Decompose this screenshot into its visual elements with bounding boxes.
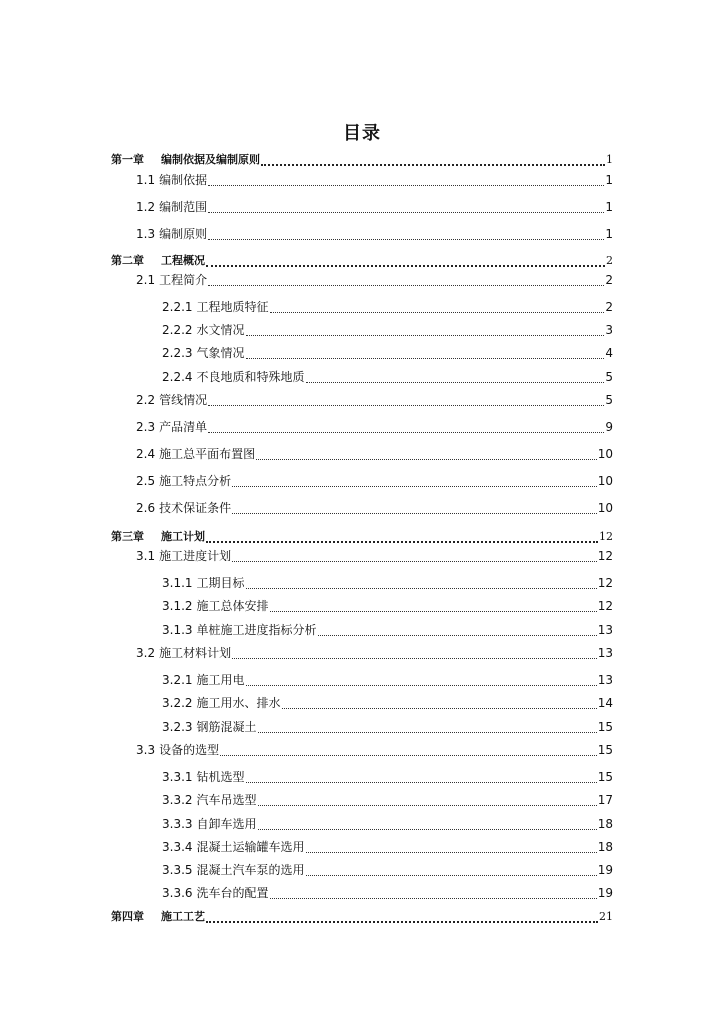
- toc-entry-number: 2.3: [136, 420, 156, 434]
- toc-entry[interactable]: [136, 197, 613, 215]
- toc-entry-number: 3.3.5: [162, 863, 193, 877]
- toc-entry-number: 3.1: [136, 549, 156, 563]
- toc-entry[interactable]: [162, 367, 613, 385]
- toc-entry-label: [136, 500, 231, 516]
- toc-entry-page-number: 15: [597, 770, 613, 784]
- toc-entry-page-number: 12: [597, 549, 613, 563]
- toc-entry-text: 施工总体安排: [196, 599, 269, 613]
- toc-entry-label: [136, 199, 207, 215]
- toc-entry-text: 管线情况: [159, 393, 208, 407]
- toc-entry-label: [111, 152, 260, 168]
- toc-entry-page-number: 1: [605, 173, 613, 187]
- toc-entry-text: 混凝土运输罐车选用: [196, 840, 305, 854]
- dot-leader: [206, 908, 598, 923]
- dot-leader: [206, 528, 598, 543]
- toc-entry-label: [136, 446, 255, 462]
- toc-entry-page-number: 1: [605, 200, 613, 214]
- toc-entry-page-number: 5: [605, 393, 613, 407]
- dot-leader: [246, 575, 597, 589]
- toc-entry[interactable]: [136, 740, 613, 758]
- toc-entry-number: 1.1: [136, 173, 156, 187]
- toc-entry-text: 水文情况: [196, 323, 245, 337]
- toc-entry[interactable]: [162, 670, 613, 688]
- dot-leader: [208, 226, 604, 240]
- toc-entry[interactable]: [136, 224, 613, 242]
- dot-leader: [306, 369, 605, 383]
- toc-entry-text: 编制原则: [159, 227, 208, 241]
- toc-entry-label: [162, 299, 269, 315]
- toc-entry-text: 混凝土汽车泵的选用: [196, 863, 305, 877]
- toc-entry[interactable]: [111, 251, 613, 269]
- dot-leader: [246, 672, 597, 686]
- toc-entry-text: 气象情况: [196, 346, 245, 360]
- toc-entry-page-number: 21: [599, 910, 613, 923]
- toc-entry[interactable]: [162, 693, 613, 711]
- toc-entry-label: [111, 909, 205, 925]
- toc-entry-number: 3.1.1: [162, 576, 193, 590]
- toc-entry-number: 2.2.4: [162, 370, 193, 384]
- toc-entry[interactable]: [136, 170, 613, 188]
- toc-entry-number: 3.3.2: [162, 793, 193, 807]
- toc-entry-page-number: 1: [606, 153, 613, 166]
- toc-entry-label: [162, 345, 245, 361]
- toc-entry[interactable]: [162, 790, 613, 808]
- toc-entry-number: 3.3.3: [162, 817, 193, 831]
- toc-entry-page-number: 15: [597, 720, 613, 734]
- toc-entry-number: 3.3.6: [162, 886, 193, 900]
- toc-entry-page-number: 19: [597, 863, 613, 877]
- toc-entry[interactable]: [162, 814, 613, 832]
- toc-entry-number: 2.2.1: [162, 300, 193, 314]
- toc-entry-text: 工程简介: [159, 273, 208, 287]
- toc-entry-text: 单桩施工进度指标分析: [196, 623, 317, 637]
- toc-entry-text: 编制依据: [159, 173, 208, 187]
- toc-entry-label: [162, 695, 281, 711]
- toc-entry-number: 3.1.2: [162, 599, 193, 613]
- dot-leader: [270, 598, 597, 612]
- toc-entry-number: 1.3: [136, 227, 156, 241]
- toc-entry-text: 钢筋混凝土: [196, 720, 257, 734]
- dot-leader: [256, 446, 597, 460]
- toc-entry-label: [162, 769, 245, 785]
- dot-leader: [306, 862, 597, 876]
- dot-leader: [208, 172, 604, 186]
- dot-leader: [282, 695, 597, 709]
- toc-entry[interactable]: [162, 573, 613, 591]
- toc-entry-text: 设备的选型: [159, 743, 220, 757]
- toc-entry-number: 第二章: [111, 254, 144, 267]
- toc-entry-page-number: 18: [597, 817, 613, 831]
- toc-entry-page-number: 13: [597, 646, 613, 660]
- toc-entry-label: [162, 862, 305, 878]
- toc-entry-label: [162, 719, 257, 735]
- dot-leader: [246, 769, 597, 783]
- toc-entry-page-number: 18: [597, 840, 613, 854]
- toc-entry-number: 2.6: [136, 501, 156, 515]
- toc-entry-label: [136, 226, 207, 242]
- toc-entry[interactable]: [162, 297, 613, 315]
- toc-entry-number: 3.1.3: [162, 623, 193, 637]
- toc-entry-number: 2.1: [136, 273, 156, 287]
- dot-leader: [208, 272, 604, 286]
- toc-entry[interactable]: [162, 717, 613, 735]
- toc-entry-text: 洗车台的配置: [196, 886, 269, 900]
- toc-entry-text: 产品清单: [159, 420, 208, 434]
- toc-entry-page-number: 17: [597, 793, 613, 807]
- dot-leader: [208, 199, 604, 213]
- toc-entry-number: 第三章: [111, 530, 144, 543]
- toc-entry-label: [136, 272, 207, 288]
- toc-entry-number: 2.5: [136, 474, 156, 488]
- toc-entry-label: [162, 839, 305, 855]
- toc-entry-page-number: 15: [597, 743, 613, 757]
- toc-entry-page-number: 2: [605, 273, 613, 287]
- dot-leader: [206, 252, 605, 267]
- toc-entry-text: 施工材料计划: [159, 646, 232, 660]
- toc-entry-page-number: 2: [606, 254, 613, 267]
- toc-entry[interactable]: [162, 320, 613, 338]
- toc-entry-label: [136, 392, 207, 408]
- toc-entry-number: 2.2.3: [162, 346, 193, 360]
- toc-entry-number: 3.2.3: [162, 720, 193, 734]
- toc-entry-page-number: 4: [605, 346, 613, 360]
- toc-entry-text: 施工工艺: [161, 910, 205, 923]
- toc-entry-page-number: 14: [597, 696, 613, 710]
- toc-entry-text: 工期目标: [196, 576, 245, 590]
- toc-entry[interactable]: [136, 471, 613, 489]
- toc-entry-page-number: 3: [605, 323, 613, 337]
- toc-entry-number: 3.2.2: [162, 696, 193, 710]
- toc-entry-label: [162, 885, 269, 901]
- toc-entry-label: [162, 598, 269, 614]
- toc-entry-number: 3.3: [136, 743, 156, 757]
- toc-entry-label: [162, 816, 257, 832]
- toc-entry[interactable]: [136, 546, 613, 564]
- toc-entry-page-number: 2: [605, 300, 613, 314]
- toc-entry-text: 不良地质和特殊地质: [196, 370, 305, 384]
- toc-entry[interactable]: [136, 417, 613, 435]
- toc-entry-text: 施工特点分析: [159, 474, 232, 488]
- toc-entry-label: [136, 742, 219, 758]
- dot-leader: [246, 322, 605, 336]
- toc-entry-page-number: 19: [597, 886, 613, 900]
- toc-entry-text: 自卸车选用: [196, 817, 257, 831]
- toc-entry-number: 3.2.1: [162, 673, 193, 687]
- toc-entry[interactable]: [136, 390, 613, 408]
- toc-entry[interactable]: [136, 498, 613, 516]
- toc-entry-text: 施工总平面布置图: [159, 447, 256, 461]
- toc-entry[interactable]: [162, 767, 613, 785]
- toc-entry[interactable]: [136, 444, 613, 462]
- toc-entry-text: 钻机选型: [196, 770, 245, 784]
- toc-entry-label: [111, 253, 205, 269]
- toc-entry-label: [136, 419, 207, 435]
- toc-entry-number: 1.2: [136, 200, 156, 214]
- toc-entry-label: [162, 369, 305, 385]
- toc-entry-number: 第四章: [111, 910, 144, 923]
- toc-entry[interactable]: [162, 837, 613, 855]
- dot-leader: [261, 151, 605, 166]
- toc-entry-number: 2.2: [136, 393, 156, 407]
- toc-entry-number: 第一章: [111, 153, 144, 166]
- toc-entry-number: 2.4: [136, 447, 156, 461]
- toc-entry-text: 施工用水、排水: [196, 696, 281, 710]
- toc-entry-label: [111, 529, 205, 545]
- toc-entry-text: 施工用电: [196, 673, 245, 687]
- dot-leader: [232, 548, 597, 562]
- toc-entry-label: [136, 172, 207, 188]
- toc-entry-page-number: 10: [597, 501, 613, 515]
- dot-leader: [270, 299, 605, 313]
- toc-entry-page-number: 13: [597, 673, 613, 687]
- dot-leader: [258, 816, 597, 830]
- toc-entry-text: 编制依据及编制原则: [161, 153, 260, 166]
- toc-entry-page-number: 5: [605, 370, 613, 384]
- toc-entry-number: 3.3.1: [162, 770, 193, 784]
- toc-entry-number: 2.2.2: [162, 323, 193, 337]
- dot-leader: [306, 839, 597, 853]
- toc-entry-text: 施工进度计划: [159, 549, 232, 563]
- toc-entry-number: 3.2: [136, 646, 156, 660]
- toc-entry[interactable]: [111, 150, 613, 168]
- toc-entry[interactable]: [162, 860, 613, 878]
- toc-title: 目录: [343, 123, 381, 144]
- toc-entry-label: [136, 548, 231, 564]
- toc-entry-page-number: 1: [605, 227, 613, 241]
- toc-entry-label: [136, 473, 231, 489]
- toc-entry[interactable]: [111, 907, 613, 925]
- toc-entry-page-number: 13: [597, 623, 613, 637]
- toc-entry-text: 工程地质特征: [196, 300, 269, 314]
- toc-entry-text: 施工计划: [161, 530, 205, 543]
- toc-entry-page-number: 9: [605, 420, 613, 434]
- toc-entry-label: [162, 672, 245, 688]
- toc-entry[interactable]: [136, 270, 613, 288]
- toc-entry[interactable]: [136, 643, 613, 661]
- toc-entry[interactable]: [162, 883, 613, 901]
- dot-leader: [270, 885, 597, 899]
- dot-leader: [232, 473, 597, 487]
- toc-entry-page-number: 12: [599, 530, 613, 543]
- toc-entry-page-number: 12: [597, 576, 613, 590]
- dot-leader: [258, 792, 597, 806]
- dot-leader: [232, 500, 597, 514]
- toc-entry-page-number: 10: [597, 447, 613, 461]
- dot-leader: [208, 419, 604, 433]
- dot-leader: [220, 742, 597, 756]
- toc-entry-page-number: 12: [597, 599, 613, 613]
- toc-entry-label: [162, 322, 245, 338]
- dot-leader: [246, 345, 605, 359]
- toc-entry-label: [162, 575, 245, 591]
- toc-entry[interactable]: [162, 596, 613, 614]
- toc-entry-text: 工程概况: [161, 254, 205, 267]
- toc-entry-label: [162, 792, 257, 808]
- toc-entry[interactable]: [111, 527, 613, 545]
- toc-entry-text: 编制范围: [159, 200, 208, 214]
- dot-leader: [258, 719, 597, 733]
- dot-leader: [208, 392, 604, 406]
- dot-leader: [232, 645, 597, 659]
- toc-entry-text: 技术保证条件: [159, 501, 232, 515]
- dot-leader: [318, 622, 597, 636]
- toc-entry-number: 3.3.4: [162, 840, 193, 854]
- toc-entry-page-number: 10: [597, 474, 613, 488]
- toc-entry-text: 汽车吊选型: [196, 793, 257, 807]
- toc-entry[interactable]: [162, 343, 613, 361]
- toc-entry-label: [136, 645, 231, 661]
- toc-entry-label: [162, 622, 317, 638]
- toc-entry[interactable]: [162, 620, 613, 638]
